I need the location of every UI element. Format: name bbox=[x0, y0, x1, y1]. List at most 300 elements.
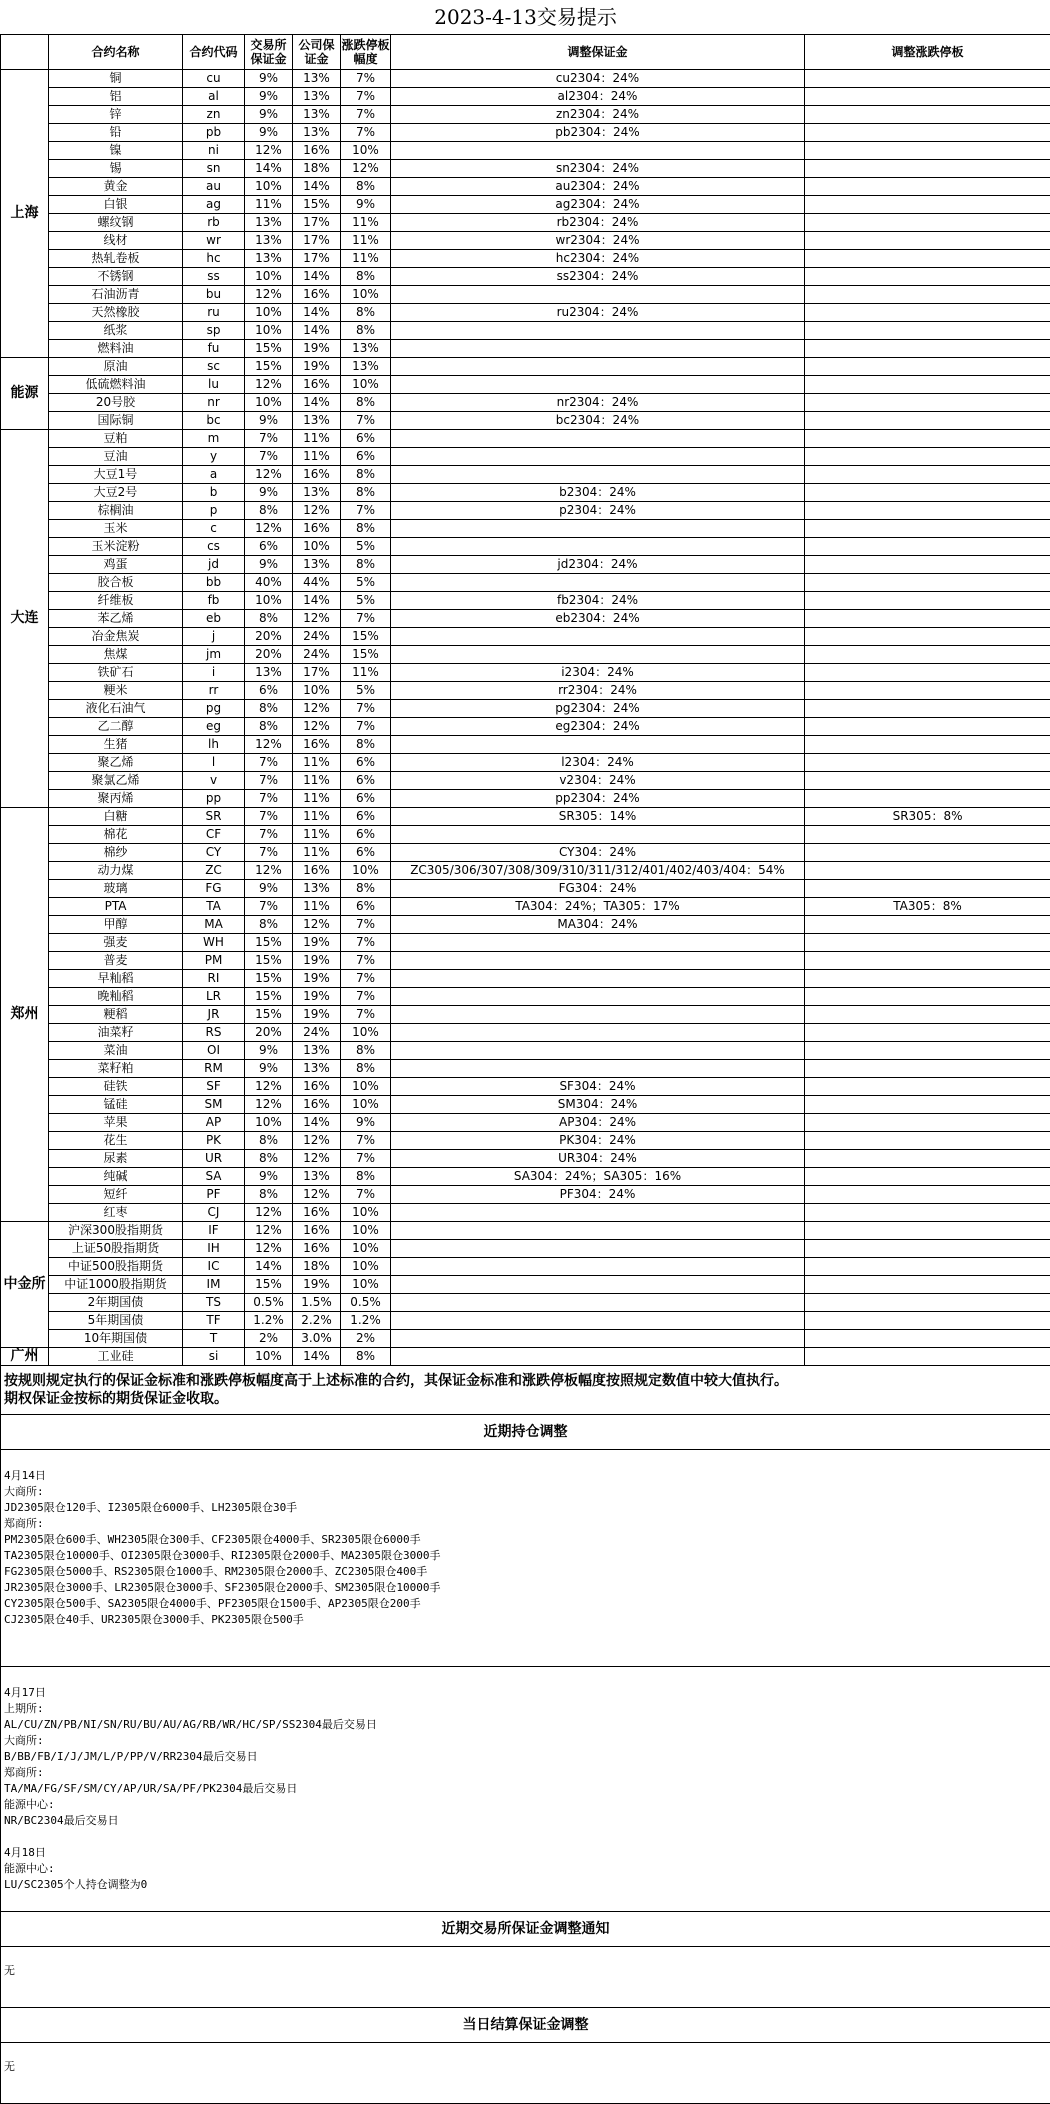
adjusted-margin-cell bbox=[391, 448, 805, 466]
contract-name-cell: 铅 bbox=[49, 124, 183, 142]
contract-name-cell: 豆油 bbox=[49, 448, 183, 466]
contract-code-cell: PK bbox=[183, 1132, 245, 1150]
company-margin-cell: 19% bbox=[293, 1276, 341, 1294]
contract-name-cell: 国际铜 bbox=[49, 412, 183, 430]
company-margin-cell: 16% bbox=[293, 1222, 341, 1240]
exchange-margin-cell: 8% bbox=[245, 1132, 293, 1150]
table-row bbox=[1, 808, 1050, 826]
table-row bbox=[1, 754, 1050, 772]
company-margin-cell: 19% bbox=[293, 970, 341, 988]
limit-range-cell: 15% bbox=[341, 646, 391, 664]
adjusted-limit-cell bbox=[805, 448, 1050, 466]
exchange-margin-cell: 1.2% bbox=[245, 1312, 293, 1330]
company-margin-cell: 16% bbox=[293, 736, 341, 754]
table-row bbox=[1, 484, 1050, 502]
contract-code-cell: rr bbox=[183, 682, 245, 700]
limit-range-cell: 9% bbox=[341, 1114, 391, 1132]
table-row bbox=[1, 250, 1050, 268]
contract-name-cell: 菜油 bbox=[49, 1042, 183, 1060]
exchange-margin-cell: 13% bbox=[245, 250, 293, 268]
adjusted-margin-cell bbox=[391, 934, 805, 952]
company-margin-cell: 16% bbox=[293, 1204, 341, 1222]
adjusted-margin-cell: FG304：24% bbox=[391, 880, 805, 898]
adjusted-margin-cell: pg2304：24% bbox=[391, 700, 805, 718]
adjusted-limit-cell bbox=[805, 502, 1050, 520]
exchange-margin-cell: 20% bbox=[245, 628, 293, 646]
contract-code-cell: jd bbox=[183, 556, 245, 574]
adjusted-limit-cell bbox=[805, 664, 1050, 682]
table-row bbox=[1, 106, 1050, 124]
adjusted-limit-cell bbox=[805, 1186, 1050, 1204]
company-margin-cell: 1.5% bbox=[293, 1294, 341, 1312]
exchange-margin-cell: 12% bbox=[245, 520, 293, 538]
contract-name-cell: 纤维板 bbox=[49, 592, 183, 610]
contract-name-cell: 粳米 bbox=[49, 682, 183, 700]
adjusted-limit-cell bbox=[805, 142, 1050, 160]
contract-code-cell: ni bbox=[183, 142, 245, 160]
contract-code-cell: si bbox=[183, 1348, 245, 1366]
contract-code-cell: m bbox=[183, 430, 245, 448]
company-margin-cell: 13% bbox=[293, 412, 341, 430]
exchange-margin-cell: 15% bbox=[245, 358, 293, 376]
contract-name-cell: 沪深300股指期货 bbox=[49, 1222, 183, 1240]
contract-name-cell: 棉花 bbox=[49, 826, 183, 844]
contract-name-cell: 聚氯乙烯 bbox=[49, 772, 183, 790]
contract-code-cell: y bbox=[183, 448, 245, 466]
adjusted-margin-cell: eb2304：24% bbox=[391, 610, 805, 628]
exchange-margin-cell: 40% bbox=[245, 574, 293, 592]
adjusted-limit-cell bbox=[805, 394, 1050, 412]
adjusted-margin-cell: PK304：24% bbox=[391, 1132, 805, 1150]
adjusted-limit-cell bbox=[805, 790, 1050, 808]
exchange-margin-cell: 11% bbox=[245, 196, 293, 214]
table-row bbox=[1, 304, 1050, 322]
company-margin-cell: 14% bbox=[293, 304, 341, 322]
exchange-margin-cell: 12% bbox=[245, 286, 293, 304]
contract-name-cell: 苯乙烯 bbox=[49, 610, 183, 628]
limit-range-cell: 6% bbox=[341, 808, 391, 826]
company-margin-cell: 14% bbox=[293, 268, 341, 286]
company-margin-cell: 16% bbox=[293, 862, 341, 880]
table-row bbox=[1, 1240, 1050, 1258]
exchange-margin-cell: 7% bbox=[245, 826, 293, 844]
table-row bbox=[1, 736, 1050, 754]
contract-code-cell: jm bbox=[183, 646, 245, 664]
company-margin-cell: 11% bbox=[293, 448, 341, 466]
contract-code-cell: bc bbox=[183, 412, 245, 430]
table-row bbox=[1, 340, 1050, 358]
table-row bbox=[1, 952, 1050, 970]
company-margin-cell: 17% bbox=[293, 214, 341, 232]
contract-name-cell: 原油 bbox=[49, 358, 183, 376]
table-row bbox=[1, 70, 1050, 88]
table-row bbox=[1, 124, 1050, 142]
contract-code-cell: zn bbox=[183, 106, 245, 124]
adjusted-limit-cell bbox=[805, 250, 1050, 268]
adjusted-margin-cell: nr2304：24% bbox=[391, 394, 805, 412]
table-row bbox=[1, 196, 1050, 214]
contract-name-cell: 红枣 bbox=[49, 1204, 183, 1222]
table-row bbox=[1, 322, 1050, 340]
exchange-margin-cell: 0.5% bbox=[245, 1294, 293, 1312]
table-row bbox=[1, 970, 1050, 988]
table-row bbox=[1, 1024, 1050, 1042]
table-row bbox=[1, 1006, 1050, 1024]
adjusted-margin-cell: au2304：24% bbox=[391, 178, 805, 196]
contract-code-cell: IC bbox=[183, 1258, 245, 1276]
company-margin-cell: 16% bbox=[293, 466, 341, 484]
exchange-margin-cell: 7% bbox=[245, 754, 293, 772]
contract-code-cell: TF bbox=[183, 1312, 245, 1330]
adjusted-margin-cell bbox=[391, 466, 805, 484]
exchange-margin-cell: 20% bbox=[245, 646, 293, 664]
adjusted-margin-cell bbox=[391, 952, 805, 970]
table-row bbox=[1, 646, 1050, 664]
adjusted-limit-cell bbox=[805, 574, 1050, 592]
adjusted-limit-cell bbox=[805, 718, 1050, 736]
company-margin-cell: 13% bbox=[293, 1042, 341, 1060]
limit-range-cell: 10% bbox=[341, 1096, 391, 1114]
contract-name-cell: 锰硅 bbox=[49, 1096, 183, 1114]
table-row bbox=[1, 826, 1050, 844]
adjusted-limit-cell bbox=[805, 1132, 1050, 1150]
contract-code-cell: PM bbox=[183, 952, 245, 970]
contract-name-cell: 2年期国债 bbox=[49, 1294, 183, 1312]
adjusted-limit-cell bbox=[805, 592, 1050, 610]
limit-range-cell: 6% bbox=[341, 754, 391, 772]
rule-note bbox=[1, 1366, 1050, 1415]
exchange-margin-cell: 12% bbox=[245, 1240, 293, 1258]
contract-code-cell: RI bbox=[183, 970, 245, 988]
table-row bbox=[1, 466, 1050, 484]
contract-code-cell: c bbox=[183, 520, 245, 538]
adjusted-margin-cell: i2304：24% bbox=[391, 664, 805, 682]
adjusted-margin-cell: v2304：24% bbox=[391, 772, 805, 790]
adjusted-limit-cell bbox=[805, 556, 1050, 574]
company-margin-cell: 12% bbox=[293, 700, 341, 718]
table-row bbox=[1, 862, 1050, 880]
limit-range-cell: 7% bbox=[341, 610, 391, 628]
contract-name-cell: 胶合板 bbox=[49, 574, 183, 592]
contract-name-cell: 10年期国债 bbox=[49, 1330, 183, 1348]
contract-name-cell: 燃料油 bbox=[49, 340, 183, 358]
limit-range-cell: 6% bbox=[341, 772, 391, 790]
table-row bbox=[1, 790, 1050, 808]
adjusted-margin-cell: SF304：24% bbox=[391, 1078, 805, 1096]
header-contract-code: 合约代码 bbox=[183, 35, 245, 70]
adjusted-limit-cell bbox=[805, 754, 1050, 772]
company-margin-cell: 19% bbox=[293, 934, 341, 952]
adjusted-margin-cell bbox=[391, 970, 805, 988]
adjusted-limit-cell bbox=[805, 1042, 1050, 1060]
company-margin-cell: 19% bbox=[293, 988, 341, 1006]
adjusted-margin-cell: MA304：24% bbox=[391, 916, 805, 934]
company-margin-cell: 13% bbox=[293, 556, 341, 574]
adjusted-limit-cell bbox=[805, 736, 1050, 754]
table-row bbox=[1, 412, 1050, 430]
limit-range-cell: 2% bbox=[341, 1330, 391, 1348]
contract-name-cell: 20号胶 bbox=[49, 394, 183, 412]
adjusted-margin-cell: rr2304：24% bbox=[391, 682, 805, 700]
contract-name-cell: 冶金焦炭 bbox=[49, 628, 183, 646]
adjusted-margin-cell: UR304：24% bbox=[391, 1150, 805, 1168]
adjusted-limit-cell bbox=[805, 340, 1050, 358]
limit-range-cell: 10% bbox=[341, 286, 391, 304]
contract-name-cell: 玻璃 bbox=[49, 880, 183, 898]
table-row bbox=[1, 394, 1050, 412]
limit-range-cell: 7% bbox=[341, 970, 391, 988]
contract-code-cell: SF bbox=[183, 1078, 245, 1096]
contract-name-cell: 乙二醇 bbox=[49, 718, 183, 736]
adjusted-margin-cell bbox=[391, 1006, 805, 1024]
exchange-margin-cell: 7% bbox=[245, 844, 293, 862]
limit-range-cell: 11% bbox=[341, 664, 391, 682]
company-margin-cell: 13% bbox=[293, 124, 341, 142]
adjusted-limit-cell bbox=[805, 88, 1050, 106]
contract-name-cell: 早籼稻 bbox=[49, 970, 183, 988]
adjusted-margin-cell: bc2304：24% bbox=[391, 412, 805, 430]
adjusted-limit-cell bbox=[805, 1312, 1050, 1330]
adjusted-margin-cell: eg2304：24% bbox=[391, 718, 805, 736]
adjusted-margin-cell bbox=[391, 628, 805, 646]
contract-code-cell: i bbox=[183, 664, 245, 682]
contract-name-cell: 黄金 bbox=[49, 178, 183, 196]
exchange-margin-cell: 15% bbox=[245, 340, 293, 358]
contract-name-cell: 锡 bbox=[49, 160, 183, 178]
company-margin-cell: 15% bbox=[293, 196, 341, 214]
contract-code-cell: l bbox=[183, 754, 245, 772]
table-row bbox=[1, 880, 1050, 898]
table-row bbox=[1, 628, 1050, 646]
table-row bbox=[1, 1186, 1050, 1204]
limit-range-cell: 10% bbox=[341, 376, 391, 394]
contract-code-cell: SM bbox=[183, 1096, 245, 1114]
company-margin-cell: 12% bbox=[293, 1150, 341, 1168]
limit-range-cell: 8% bbox=[341, 736, 391, 754]
table-row bbox=[1, 1096, 1050, 1114]
adjusted-margin-cell bbox=[391, 358, 805, 376]
contract-code-cell: UR bbox=[183, 1150, 245, 1168]
exchange-margin-cell: 8% bbox=[245, 1186, 293, 1204]
header-adjusted-margin: 调整保证金 bbox=[391, 35, 805, 70]
contract-code-cell: ag bbox=[183, 196, 245, 214]
contract-code-cell: AP bbox=[183, 1114, 245, 1132]
limit-range-cell: 10% bbox=[341, 1258, 391, 1276]
table-row bbox=[1, 1042, 1050, 1060]
exchange-margin-cell: 7% bbox=[245, 448, 293, 466]
table-row bbox=[1, 1078, 1050, 1096]
exchange-margin-cell: 7% bbox=[245, 772, 293, 790]
company-margin-cell: 3.0% bbox=[293, 1330, 341, 1348]
adjusted-limit-cell bbox=[805, 430, 1050, 448]
adjusted-margin-cell bbox=[391, 340, 805, 358]
adjusted-margin-cell: SR305：14% bbox=[391, 808, 805, 826]
adjusted-margin-cell: wr2304：24% bbox=[391, 232, 805, 250]
exchange-margin-cell: 10% bbox=[245, 178, 293, 196]
contract-name-cell: 尿素 bbox=[49, 1150, 183, 1168]
company-margin-cell: 16% bbox=[293, 376, 341, 394]
contract-name-cell: 玉米 bbox=[49, 520, 183, 538]
adjusted-margin-cell: TA304：24%；TA305：17% bbox=[391, 898, 805, 916]
contract-name-cell: 甲醇 bbox=[49, 916, 183, 934]
company-margin-cell: 17% bbox=[293, 232, 341, 250]
region-cell: 能源 bbox=[1, 358, 49, 430]
limit-range-cell: 11% bbox=[341, 232, 391, 250]
contract-name-cell: 5年期国债 bbox=[49, 1312, 183, 1330]
adjusted-limit-cell bbox=[805, 700, 1050, 718]
limit-range-cell: 7% bbox=[341, 1186, 391, 1204]
contract-code-cell: FG bbox=[183, 880, 245, 898]
contract-code-cell: T bbox=[183, 1330, 245, 1348]
limit-range-cell: 8% bbox=[341, 394, 391, 412]
table-row bbox=[1, 160, 1050, 178]
adjusted-margin-cell: PF304：24% bbox=[391, 1186, 805, 1204]
adjusted-limit-cell: SR305：8% bbox=[805, 808, 1050, 826]
contract-name-cell: 螺纹钢 bbox=[49, 214, 183, 232]
company-margin-cell: 13% bbox=[293, 880, 341, 898]
contract-name-cell: 热轧卷板 bbox=[49, 250, 183, 268]
company-margin-cell: 11% bbox=[293, 898, 341, 916]
adjusted-margin-cell bbox=[391, 574, 805, 592]
exchange-margin-cell: 14% bbox=[245, 1258, 293, 1276]
adjusted-margin-cell: SA304：24%；SA305：16% bbox=[391, 1168, 805, 1186]
company-margin-cell: 19% bbox=[293, 340, 341, 358]
header-contract-name: 合约名称 bbox=[49, 35, 183, 70]
contract-code-cell: IH bbox=[183, 1240, 245, 1258]
exchange-margin-cell: 9% bbox=[245, 124, 293, 142]
contract-name-cell: 镍 bbox=[49, 142, 183, 160]
contract-code-cell: CF bbox=[183, 826, 245, 844]
adjusted-margin-cell: pp2304：24% bbox=[391, 790, 805, 808]
exchange-margin-cell: 7% bbox=[245, 898, 293, 916]
company-margin-cell: 18% bbox=[293, 160, 341, 178]
adjusted-limit-cell bbox=[805, 1222, 1050, 1240]
adjusted-limit-cell bbox=[805, 1078, 1050, 1096]
adjusted-limit-cell bbox=[805, 268, 1050, 286]
limit-range-cell: 8% bbox=[341, 268, 391, 286]
limit-range-cell: 1.2% bbox=[341, 1312, 391, 1330]
contract-name-cell: 棉纱 bbox=[49, 844, 183, 862]
adjusted-margin-cell bbox=[391, 286, 805, 304]
exchange-margin-cell: 9% bbox=[245, 106, 293, 124]
limit-range-cell: 7% bbox=[341, 1132, 391, 1150]
limit-range-cell: 7% bbox=[341, 1006, 391, 1024]
table-row bbox=[1, 1060, 1050, 1078]
contract-code-cell: CJ bbox=[183, 1204, 245, 1222]
header-company-margin: 公司保证金 bbox=[293, 35, 341, 70]
position-adjust-title: 近期持仓调整 bbox=[1, 1415, 1050, 1450]
adjusted-margin-cell: fb2304：24% bbox=[391, 592, 805, 610]
company-margin-cell: 10% bbox=[293, 538, 341, 556]
contract-name-cell: 硅铁 bbox=[49, 1078, 183, 1096]
contract-name-cell: 铝 bbox=[49, 88, 183, 106]
contract-code-cell: p bbox=[183, 502, 245, 520]
adjusted-margin-cell: ru2304：24% bbox=[391, 304, 805, 322]
contract-name-cell: 低硫燃料油 bbox=[49, 376, 183, 394]
contract-code-cell: eb bbox=[183, 610, 245, 628]
adjusted-limit-cell bbox=[805, 970, 1050, 988]
company-margin-cell: 16% bbox=[293, 1240, 341, 1258]
adjusted-margin-cell bbox=[391, 988, 805, 1006]
contract-code-cell: pg bbox=[183, 700, 245, 718]
adjusted-margin-cell bbox=[391, 826, 805, 844]
company-margin-cell: 14% bbox=[293, 178, 341, 196]
company-margin-cell: 14% bbox=[293, 394, 341, 412]
table-row bbox=[1, 610, 1050, 628]
contract-name-cell: 花生 bbox=[49, 1132, 183, 1150]
company-margin-cell: 2.2% bbox=[293, 1312, 341, 1330]
exchange-margin-cell: 12% bbox=[245, 376, 293, 394]
company-margin-cell: 11% bbox=[293, 826, 341, 844]
adjusted-margin-cell bbox=[391, 1222, 805, 1240]
company-margin-cell: 13% bbox=[293, 106, 341, 124]
contract-name-cell: 油菜籽 bbox=[49, 1024, 183, 1042]
adjusted-margin-cell bbox=[391, 1294, 805, 1312]
adjusted-margin-cell: b2304：24% bbox=[391, 484, 805, 502]
adjusted-margin-cell: hc2304：24% bbox=[391, 250, 805, 268]
adjusted-limit-cell bbox=[805, 178, 1050, 196]
contract-name-cell: 生猪 bbox=[49, 736, 183, 754]
contract-code-cell: IF bbox=[183, 1222, 245, 1240]
adjusted-limit-cell bbox=[805, 826, 1050, 844]
table-row bbox=[1, 1276, 1050, 1294]
adjusted-limit-cell bbox=[805, 70, 1050, 88]
table-row bbox=[1, 1312, 1050, 1330]
contract-code-cell: sc bbox=[183, 358, 245, 376]
contract-code-cell: cs bbox=[183, 538, 245, 556]
exchange-margin-cell: 8% bbox=[245, 1150, 293, 1168]
table-row bbox=[1, 1330, 1050, 1348]
exchange-margin-cell: 7% bbox=[245, 430, 293, 448]
table-row bbox=[1, 718, 1050, 736]
contract-code-cell: SR bbox=[183, 808, 245, 826]
adjusted-margin-cell bbox=[391, 1060, 805, 1078]
adjusted-margin-cell bbox=[391, 520, 805, 538]
adjusted-margin-cell bbox=[391, 430, 805, 448]
adjusted-margin-cell: pb2304：24% bbox=[391, 124, 805, 142]
company-margin-cell: 24% bbox=[293, 646, 341, 664]
limit-range-cell: 6% bbox=[341, 898, 391, 916]
adjusted-limit-cell bbox=[805, 376, 1050, 394]
exchange-margin-cell: 15% bbox=[245, 952, 293, 970]
limit-range-cell: 12% bbox=[341, 160, 391, 178]
company-margin-cell: 11% bbox=[293, 844, 341, 862]
adjusted-limit-cell bbox=[805, 646, 1050, 664]
limit-range-cell: 5% bbox=[341, 592, 391, 610]
exchange-margin-cell: 9% bbox=[245, 1042, 293, 1060]
contract-code-cell: wr bbox=[183, 232, 245, 250]
contract-code-cell: au bbox=[183, 178, 245, 196]
adjusted-limit-cell bbox=[805, 952, 1050, 970]
contract-code-cell: ss bbox=[183, 268, 245, 286]
limit-range-cell: 9% bbox=[341, 196, 391, 214]
adjusted-margin-cell bbox=[391, 322, 805, 340]
adjusted-margin-cell bbox=[391, 1240, 805, 1258]
table-row bbox=[1, 682, 1050, 700]
company-margin-cell: 44% bbox=[293, 574, 341, 592]
adjusted-margin-cell: cu2304：24% bbox=[391, 70, 805, 88]
limit-range-cell: 8% bbox=[341, 1042, 391, 1060]
exchange-margin-cell: 9% bbox=[245, 1060, 293, 1078]
table-row bbox=[1, 286, 1050, 304]
table-row bbox=[1, 502, 1050, 520]
limit-range-cell: 10% bbox=[341, 862, 391, 880]
contract-code-cell: a bbox=[183, 466, 245, 484]
adjusted-margin-cell: SM304：24% bbox=[391, 1096, 805, 1114]
adjusted-limit-cell bbox=[805, 1294, 1050, 1312]
contract-code-cell: bu bbox=[183, 286, 245, 304]
adjusted-margin-cell: CY304：24% bbox=[391, 844, 805, 862]
